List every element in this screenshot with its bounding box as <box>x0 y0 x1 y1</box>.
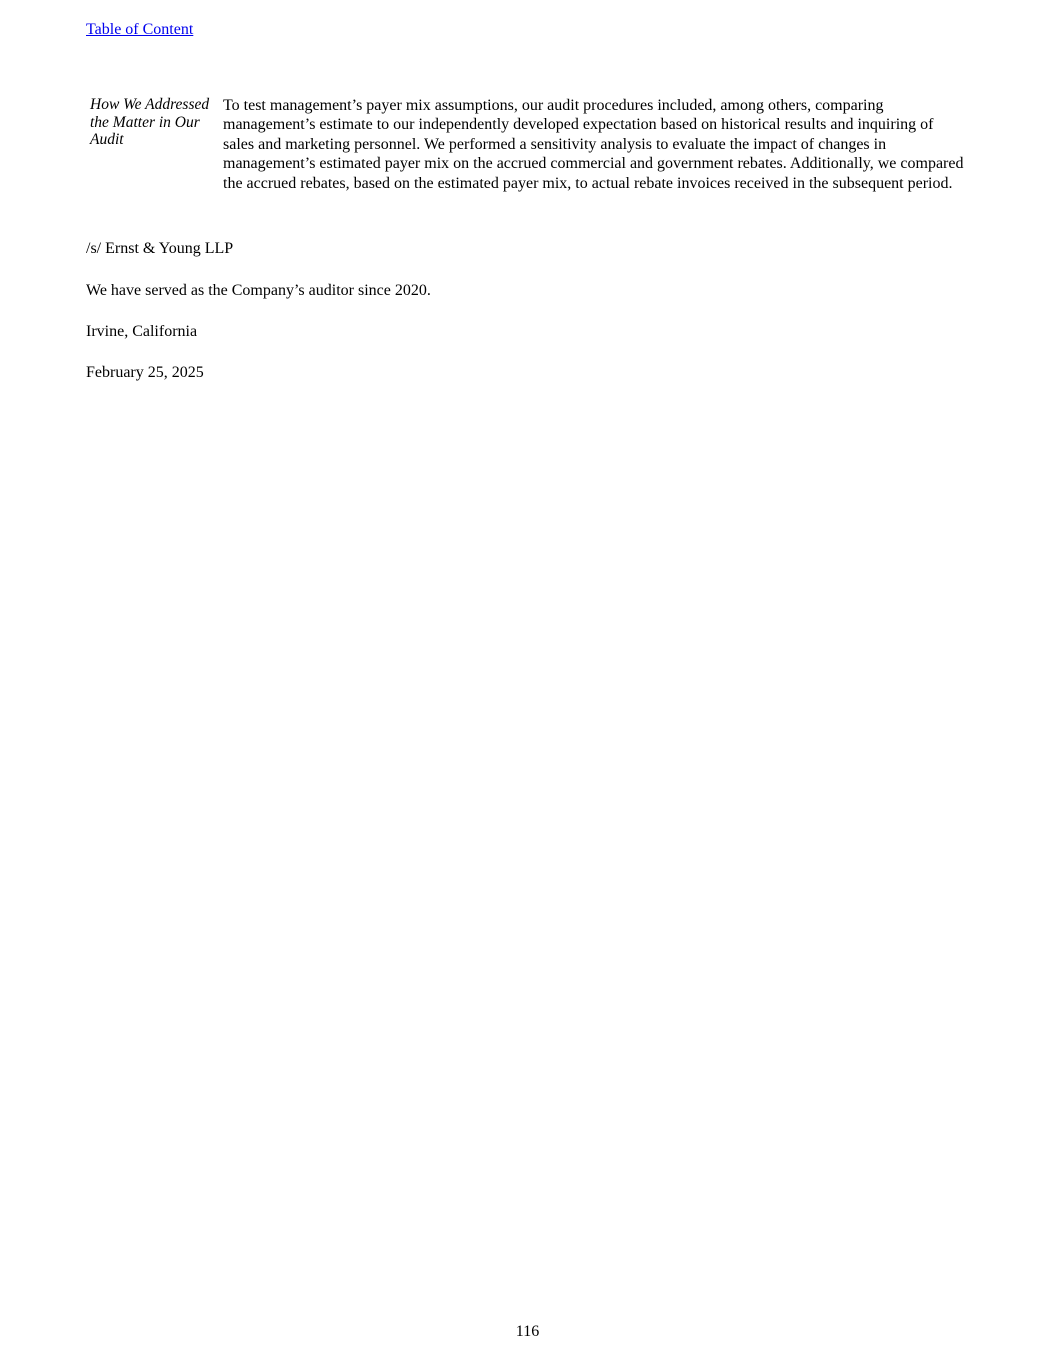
cam-row-label: How We Addressed the Matter in Our Audit <box>90 96 210 148</box>
auditor-location: Irvine, California <box>86 323 198 340</box>
table-of-content-link[interactable]: Table of Content <box>86 21 194 38</box>
page-number: 116 <box>515 1323 540 1340</box>
cam-row-body: To test management’s payer mix assumptions, our audit procedures included, among others, comparing management’s estimate to our independently developed expectation based on historical results and inquiring of sales and marketing personnel. We performed a sensitivity analysis to evaluate the impact of changes in management’s estimated payer mix on the accrued commercial and government rebates. Additionally, we compared the accrued rebates, based on the estimated payer mix, to actual rebate invoices received in the subsequent period. <box>223 97 964 192</box>
auditor-tenure: We have served as the Company’s auditor since 2020. <box>86 282 431 299</box>
auditor-signature: /s/ Ernst & Young LLP <box>86 240 234 257</box>
report-date: February 25, 2025 <box>86 364 204 381</box>
